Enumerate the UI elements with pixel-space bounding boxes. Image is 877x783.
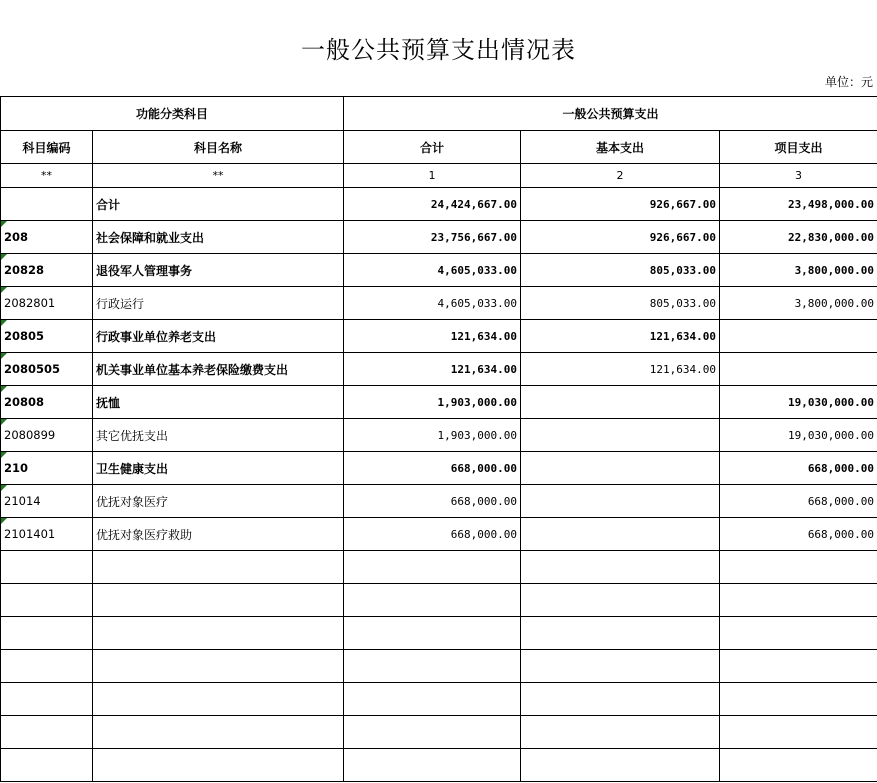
table-row xyxy=(1,518,877,551)
idx-code: ** xyxy=(1,164,93,188)
cell-name[interactable]: 优抚对象医疗救助 xyxy=(93,518,344,551)
empty-cell[interactable] xyxy=(720,584,877,617)
table-row xyxy=(1,221,877,254)
cell-basic[interactable]: 121,634.00 xyxy=(521,320,720,353)
cell-total[interactable]: 121,634.00 xyxy=(344,353,521,386)
cell-project[interactable]: 19,030,000.00 xyxy=(720,386,877,419)
cell-basic[interactable]: 805,033.00 xyxy=(521,287,720,320)
cell-code[interactable] xyxy=(1,188,93,221)
col-header-name: 科目名称 xyxy=(93,131,344,164)
empty-row xyxy=(1,683,877,716)
empty-row xyxy=(1,716,877,749)
budget-table xyxy=(0,96,877,782)
cell-total[interactable]: 23,756,667.00 xyxy=(344,221,521,254)
empty-cell[interactable] xyxy=(1,749,93,782)
empty-row xyxy=(1,749,877,782)
cell-total[interactable]: 668,000.00 xyxy=(344,518,521,551)
empty-cell[interactable] xyxy=(720,650,877,683)
cell-code[interactable]: 2101401 xyxy=(1,518,93,551)
idx-basic: 2 xyxy=(521,164,720,188)
cell-code[interactable]: 210 xyxy=(1,452,93,485)
cell-name[interactable]: 合计 xyxy=(93,188,344,221)
header-row-columns xyxy=(1,131,877,164)
cell-name[interactable]: 行政事业单位养老支出 xyxy=(93,320,344,353)
cell-total[interactable]: 24,424,667.00 xyxy=(344,188,521,221)
cell-name[interactable]: 行政运行 xyxy=(93,287,344,320)
cell-project[interactable]: 668,000.00 xyxy=(720,485,877,518)
empty-cell[interactable] xyxy=(93,650,344,683)
empty-cell[interactable] xyxy=(521,617,720,650)
cell-name[interactable]: 退役军人管理事务 xyxy=(93,254,344,287)
table-row xyxy=(1,485,877,518)
table-row xyxy=(1,188,877,221)
cell-basic[interactable]: 805,033.00 xyxy=(521,254,720,287)
cell-basic[interactable] xyxy=(521,386,720,419)
empty-cell[interactable] xyxy=(720,749,877,782)
cell-name[interactable]: 其它优抚支出 xyxy=(93,419,344,452)
cell-basic[interactable]: 926,667.00 xyxy=(521,221,720,254)
idx-total: 1 xyxy=(344,164,521,188)
cell-code[interactable]: 20828 xyxy=(1,254,93,287)
header-row-group xyxy=(1,97,877,131)
cell-basic[interactable]: 121,634.00 xyxy=(521,353,720,386)
empty-cell[interactable] xyxy=(344,650,521,683)
empty-cell[interactable] xyxy=(1,551,93,584)
table-row xyxy=(1,353,877,386)
cell-name[interactable]: 社会保障和就业支出 xyxy=(93,221,344,254)
cell-code[interactable]: 2080899 xyxy=(1,419,93,452)
empty-cell[interactable] xyxy=(344,749,521,782)
table-row xyxy=(1,386,877,419)
header-row-index xyxy=(1,164,877,188)
empty-row xyxy=(1,584,877,617)
col-header-total: 合计 xyxy=(344,131,521,164)
empty-cell[interactable] xyxy=(93,749,344,782)
cell-project[interactable] xyxy=(720,353,877,386)
table-row xyxy=(1,287,877,320)
unit-label: 单位：元 xyxy=(824,75,873,89)
cell-total[interactable]: 4,605,033.00 xyxy=(344,287,521,320)
empty-cell[interactable] xyxy=(521,584,720,617)
empty-cell[interactable] xyxy=(344,683,521,716)
table-row xyxy=(1,452,877,485)
group-header-budget: 一般公共预算支出 xyxy=(344,97,877,131)
empty-cell[interactable] xyxy=(93,551,344,584)
idx-name: ** xyxy=(93,164,344,188)
cell-total[interactable]: 121,634.00 xyxy=(344,320,521,353)
table-row xyxy=(1,320,877,353)
cell-project[interactable]: 22,830,000.00 xyxy=(720,221,877,254)
empty-cell[interactable] xyxy=(344,716,521,749)
col-header-basic: 基本支出 xyxy=(521,131,720,164)
cell-basic[interactable]: 926,667.00 xyxy=(521,188,720,221)
cell-total[interactable]: 4,605,033.00 xyxy=(344,254,521,287)
cell-name[interactable]: 优抚对象医疗 xyxy=(93,485,344,518)
cell-basic[interactable] xyxy=(521,485,720,518)
cell-code[interactable]: 20808 xyxy=(1,386,93,419)
empty-cell[interactable] xyxy=(521,716,720,749)
empty-cell[interactable] xyxy=(521,749,720,782)
cell-project[interactable]: 19,030,000.00 xyxy=(720,419,877,452)
empty-row xyxy=(1,650,877,683)
cell-project[interactable]: 3,800,000.00 xyxy=(720,254,877,287)
cell-total[interactable]: 668,000.00 xyxy=(344,485,521,518)
cell-code[interactable]: 21014 xyxy=(1,485,93,518)
empty-cell[interactable] xyxy=(1,716,93,749)
empty-cell[interactable] xyxy=(521,650,720,683)
empty-row xyxy=(1,617,877,650)
cell-project[interactable]: 668,000.00 xyxy=(720,518,877,551)
cell-project[interactable]: 3,800,000.00 xyxy=(720,287,877,320)
empty-cell[interactable] xyxy=(344,551,521,584)
empty-row xyxy=(1,551,877,584)
cell-total[interactable]: 1,903,000.00 xyxy=(344,386,521,419)
empty-cell[interactable] xyxy=(93,584,344,617)
empty-cell[interactable] xyxy=(344,584,521,617)
cell-total[interactable]: 668,000.00 xyxy=(344,452,521,485)
cell-code[interactable]: 208 xyxy=(1,221,93,254)
empty-cell[interactable] xyxy=(720,716,877,749)
cell-basic[interactable] xyxy=(521,452,720,485)
table-row xyxy=(1,419,877,452)
empty-cell[interactable] xyxy=(93,683,344,716)
empty-cell[interactable] xyxy=(521,551,720,584)
group-header-functional: 功能分类科目 xyxy=(1,97,344,131)
empty-cell[interactable] xyxy=(521,683,720,716)
empty-cell[interactable] xyxy=(1,683,93,716)
empty-cell[interactable] xyxy=(720,617,877,650)
cell-code[interactable]: 20805 xyxy=(1,320,93,353)
cell-code[interactable]: 2080505 xyxy=(1,353,93,386)
col-header-project: 项目支出 xyxy=(720,131,877,164)
cell-code[interactable]: 2082801 xyxy=(1,287,93,320)
cell-project[interactable]: 23,498,000.00 xyxy=(720,188,877,221)
empty-cell[interactable] xyxy=(93,617,344,650)
empty-cell[interactable] xyxy=(93,716,344,749)
empty-cell[interactable] xyxy=(1,650,93,683)
cell-basic[interactable] xyxy=(521,518,720,551)
cell-project[interactable] xyxy=(720,320,877,353)
empty-cell[interactable] xyxy=(1,584,93,617)
idx-project: 3 xyxy=(720,164,877,188)
table-row xyxy=(1,254,877,287)
cell-name[interactable]: 机关事业单位基本养老保险缴费支出 xyxy=(93,353,344,386)
page-title: 一般公共预算支出情况表 xyxy=(301,36,576,64)
cell-name[interactable]: 抚恤 xyxy=(93,386,344,419)
cell-total[interactable]: 1,903,000.00 xyxy=(344,419,521,452)
cell-name[interactable]: 卫生健康支出 xyxy=(93,452,344,485)
empty-cell[interactable] xyxy=(344,617,521,650)
col-header-code: 科目编码 xyxy=(1,131,93,164)
cell-basic[interactable] xyxy=(521,419,720,452)
empty-cell[interactable] xyxy=(1,617,93,650)
cell-project[interactable]: 668,000.00 xyxy=(720,452,877,485)
empty-cell[interactable] xyxy=(720,683,877,716)
empty-cell[interactable] xyxy=(720,551,877,584)
